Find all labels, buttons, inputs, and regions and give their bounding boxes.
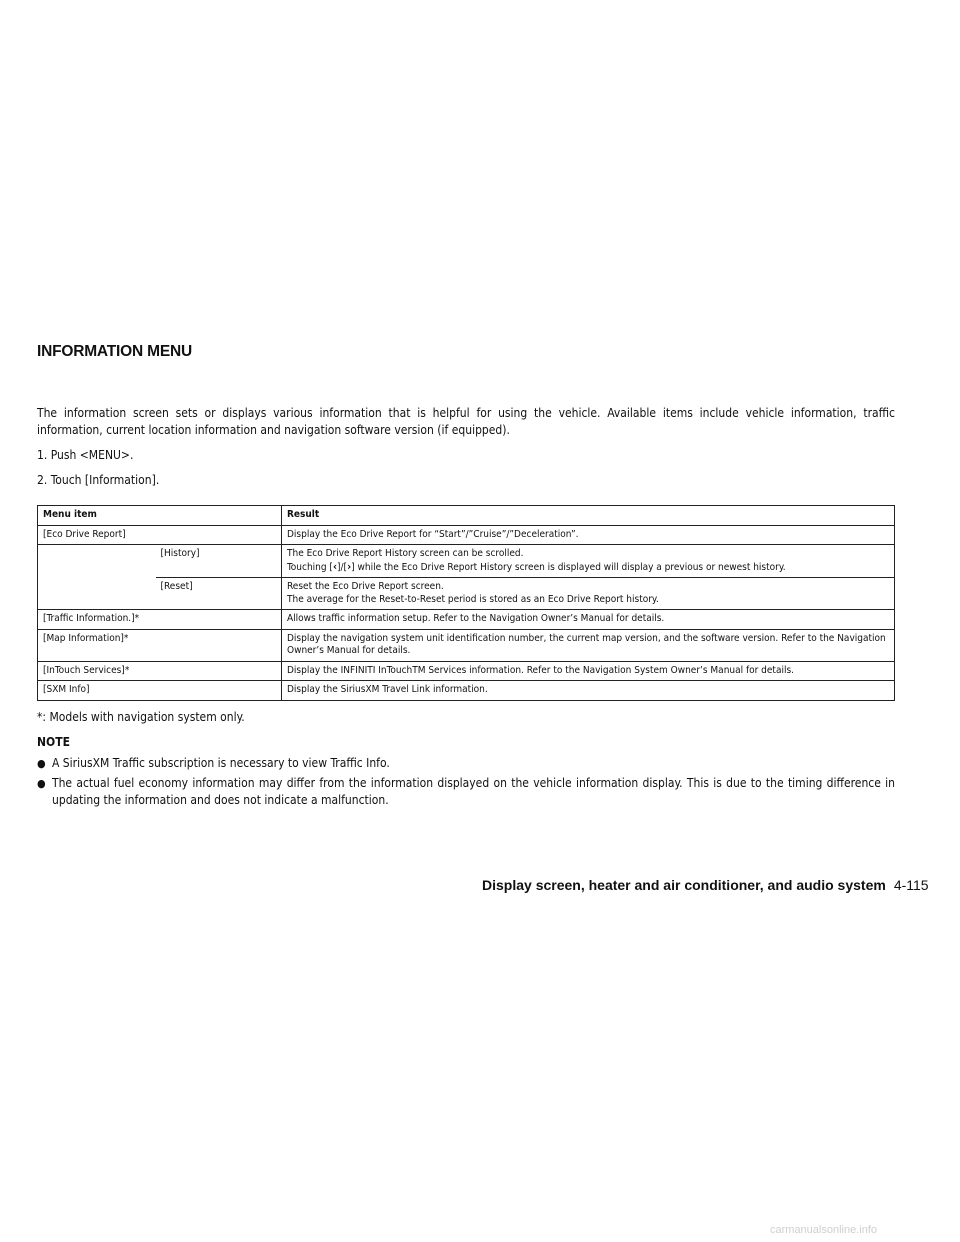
page-footer: [482, 877, 929, 893]
table-row: [38, 610, 895, 630]
result-line: Reset the Eco Drive Report screen.: [287, 581, 444, 592]
table-row: [38, 545, 895, 578]
result-cell: Allows traffic information setup. Refer to the Navigation Owner’s Manual for details.: [282, 610, 895, 630]
result-text: ]/[: [337, 561, 348, 573]
intro-paragraph: The information screen sets or displays various information that is helpful for using the vehicle. Available items include vehicle information, traffic information, current location information and navigation software version (if equipped).: [37, 406, 895, 437]
note-text: A SiriusXM Traffic subscription is necessary to view Traffic Info.: [52, 755, 390, 770]
result-cell: Display the INFINITI InTouchTM Services information. Refer to the Navigation System Owner’s Manual for details.: [282, 661, 895, 681]
result-line: The Eco Drive Report History screen can be scrolled.: [287, 548, 524, 559]
menu-item-cell: [Eco Drive Report]: [38, 525, 282, 545]
bullet-icon: ●: [37, 776, 46, 790]
step-1: 1. Push <MENU>.: [37, 448, 134, 462]
list-item: [37, 775, 895, 809]
header-menu-item: Menu item: [38, 506, 282, 526]
note-list: [37, 755, 895, 809]
footnote: *: Models with navigation system only.: [37, 709, 245, 724]
submenu-item-cell: [Reset]: [156, 578, 282, 610]
menu-item-cell: [Traffic Information.]*: [38, 610, 282, 630]
result-cell: Display the SiriusXM Travel Link information.: [282, 681, 895, 701]
result-cell: Display the navigation system unit identification number, the current map version, and the software version. Refer to the Navigation Owner’s Manual for details.: [282, 629, 895, 661]
table-row: [38, 525, 895, 545]
result-cell: [282, 578, 895, 610]
table-header-row: [38, 506, 895, 526]
watermark: carmanualsonline.info: [770, 1224, 878, 1236]
chevron-right-icon: ›: [347, 559, 352, 573]
menu-table: [37, 505, 895, 701]
menu-item-cell: [Map Information]*: [38, 629, 282, 661]
footer-section-title: Display screen, heater and air conditioner, and audio system: [482, 877, 886, 893]
note-text: The actual fuel economy information may differ from the information displayed on the vehicle information display. This is due to the timing difference in updating the information and does not indicate a malfunction.: [52, 775, 895, 807]
table-row: [38, 681, 895, 701]
result-cell: [282, 545, 895, 578]
menu-item-cell: [SXM Info]: [38, 681, 282, 701]
note-label: NOTE: [37, 734, 70, 749]
page-number: 4-115: [893, 877, 929, 893]
table-row: [38, 629, 895, 661]
blank-cell: [38, 545, 156, 610]
table-row: [38, 578, 895, 610]
section-heading: INFORMATION MENU: [37, 343, 192, 360]
bullet-icon: ●: [37, 756, 46, 770]
menu-item-cell: [InTouch Services]*: [38, 661, 282, 681]
table-row: [38, 661, 895, 681]
page-content: [37, 405, 895, 812]
step-2: 2. Touch [Information].: [37, 473, 160, 487]
chevron-left-icon: ‹: [332, 559, 338, 573]
result-text: ] while the Eco Drive Report History screen is displayed will display a previous or newest history.: [351, 561, 786, 573]
result-line: The average for the Reset-to-Reset period is stored as an Eco Drive Report history.: [287, 593, 659, 605]
list-item: [37, 755, 895, 772]
submenu-item-cell: [History]: [156, 545, 282, 578]
header-result: Result: [282, 506, 895, 526]
result-text: Touching [: [287, 561, 333, 573]
result-line: [287, 561, 889, 575]
result-cell: Display the Eco Drive Report for “Start”/”Cruise”/”Deceleration”.: [282, 525, 895, 545]
